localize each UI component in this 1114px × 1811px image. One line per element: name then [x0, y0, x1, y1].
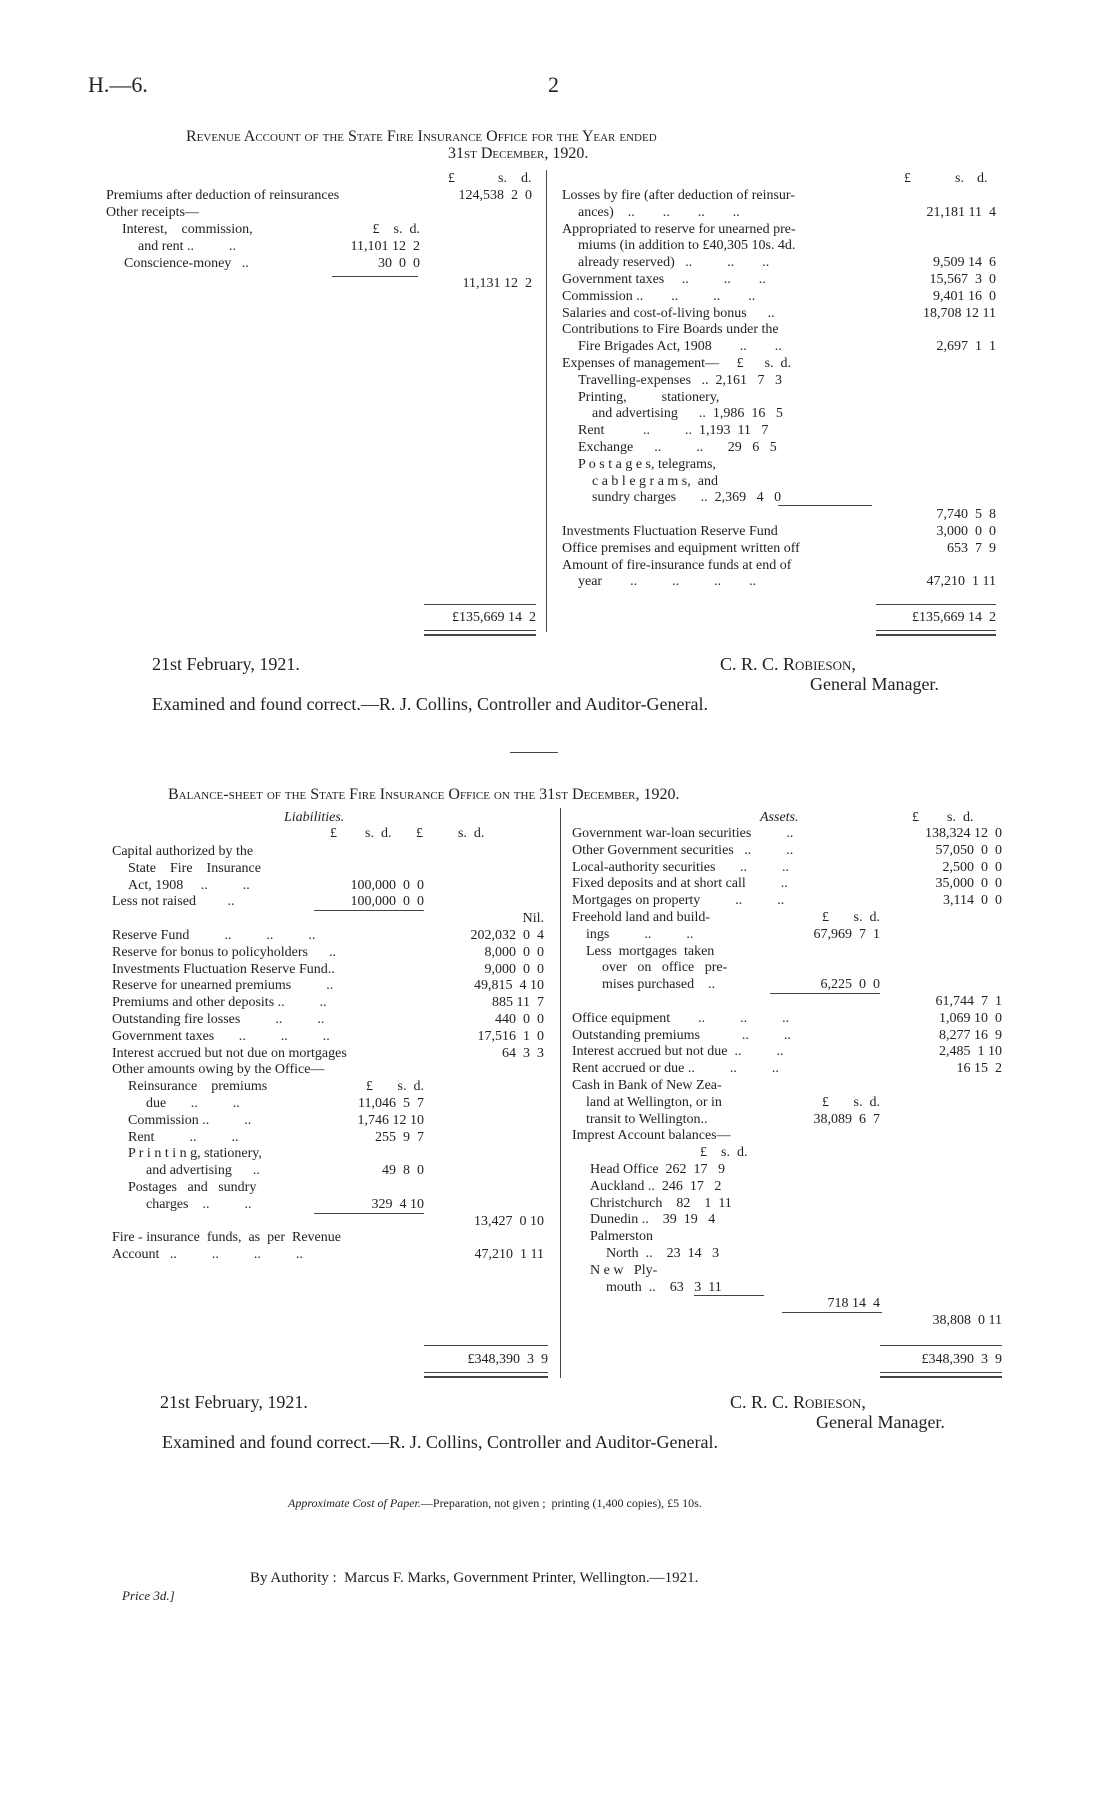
- asset-text: ings .. ..: [586, 926, 694, 942]
- liability-text: Commission .. ..: [128, 1112, 252, 1128]
- asset-text: Office equipment .. .. ..: [572, 1010, 790, 1026]
- revenue-right-text: ances) .. .. .. ..: [578, 204, 740, 220]
- liabilities-total: £348,390 3 9: [467, 1352, 548, 1367]
- asset-amount: 57,050 0 0: [935, 842, 1002, 858]
- liability-text: Reserve for bonus to policyholders ..: [112, 944, 336, 960]
- asset-text: £ s. d.: [700, 1145, 748, 1161]
- revenue-right-text: already reserved) .. .. ..: [578, 255, 770, 271]
- rule: [770, 993, 880, 994]
- double-rule: [876, 630, 996, 636]
- revenue-right-text: Fire Brigades Act, 1908 .. ..: [578, 339, 782, 355]
- revenue-left-subcols: £ s. d.: [372, 222, 420, 237]
- rule: [782, 1312, 882, 1313]
- asset-text: Christchurch 82 1 11: [590, 1195, 732, 1211]
- asset-text: Head Office 262 17 9: [590, 1162, 726, 1177]
- asset-text: Freehold land and build-: [572, 910, 711, 925]
- revenue-right-text: Amount of fire-insurance funds at end of: [562, 557, 792, 573]
- double-rule: [424, 1372, 548, 1378]
- revenue-right-text: miums (in addition to £40,305 10s. 4d.: [578, 238, 796, 254]
- rule: [424, 1345, 548, 1346]
- rule: [332, 276, 418, 277]
- revenue-right-amount: 9,509 14 6: [933, 255, 996, 271]
- revenue-right-col-pound: £: [904, 171, 911, 186]
- cost-text: —Preparation, not given ; printing (1,400 copies), £5 10s.: [420, 1496, 702, 1510]
- page-number: 2: [548, 72, 559, 97]
- asset-text: Interest accrued but not due .. ..: [572, 1044, 784, 1060]
- liability-subamount: 11,046 5 7: [358, 1096, 424, 1111]
- revenue-left-amount: 11,131 12 2: [462, 276, 532, 291]
- revenue-left-text: Other receipts—: [106, 205, 199, 220]
- revenue-right-text: sundry charges .. 2,369 4 0: [592, 490, 782, 506]
- cost-note: [288, 1496, 702, 1511]
- liability-amount: 47,210 1 11: [474, 1247, 544, 1263]
- liability-amount: 17,516 1 0: [477, 1028, 544, 1044]
- asset-amount: 35,000 0 0: [935, 876, 1002, 892]
- asset-amount: 16 15 2: [956, 1061, 1002, 1077]
- liabilities-col-heads: £ s. d. £ s. d.: [330, 826, 485, 841]
- asset-text: Imprest Account balances—: [572, 1128, 731, 1144]
- balance-signatory-title: General Manager.: [816, 1412, 945, 1432]
- revenue-right-text: c a b l e g r a m s, and: [592, 473, 718, 489]
- revenue-signatory-title: General Manager.: [810, 674, 939, 694]
- liability-subamount: £ s. d.: [366, 1079, 424, 1095]
- liability-text: Interest accrued but not due on mortgages: [112, 1045, 347, 1061]
- revenue-right-text: Printing, stationery,: [578, 389, 720, 405]
- asset-text: Local-authority securities .. ..: [572, 859, 789, 875]
- revenue-title-line2: 31st December, 1920.: [448, 145, 589, 162]
- liability-subamount: 329 4 10: [371, 1196, 424, 1212]
- asset-amount: 61,744 7 1: [935, 994, 1002, 1009]
- revenue-left-amount: 124,538 2 0: [458, 188, 532, 203]
- revenue-left-total: £135,669 14 2: [452, 610, 536, 625]
- asset-subamount: 718 14 4: [827, 1296, 880, 1312]
- revenue-date: 21st February, 1921.: [152, 654, 300, 674]
- liability-subamount: 100,000 0 0: [350, 877, 424, 893]
- asset-subamount: 6,225 0 0: [820, 977, 880, 993]
- revenue-right-text: Office premises and equipment written off: [562, 540, 800, 556]
- asset-text: Less mortgages taken: [586, 943, 715, 959]
- revenue-title-line1: Revenue Account of the State Fire Insurance Office for the Year ended: [186, 128, 657, 145]
- revenue-right-text: Losses by fire (after deduction of reinsur-: [562, 188, 795, 203]
- liability-subamount: 1,746 12 10: [357, 1112, 424, 1128]
- liability-amount: 202,032 0 4: [470, 928, 544, 943]
- asset-text: over on office pre-: [602, 960, 728, 976]
- revenue-right-amount: 21,181 11 4: [926, 204, 996, 220]
- authority-line: By Authority : Marcus F. Marks, Government Printer, Wellington.—1921.: [250, 1570, 699, 1586]
- assets-heading: Assets.: [760, 810, 799, 825]
- liability-text: Outstanding fire losses .. ..: [112, 1012, 325, 1027]
- revenue-left-col-s: s.: [498, 171, 507, 186]
- double-rule: [880, 1372, 1002, 1378]
- liability-text: Other amounts owing by the Office—: [112, 1062, 325, 1078]
- liability-subamount: 100,000 0 0: [350, 894, 424, 910]
- rule: [876, 604, 996, 605]
- column-divider: [560, 808, 561, 1378]
- revenue-right-text: Government taxes .. .. ..: [562, 272, 766, 287]
- asset-amount: 1,069 10 0: [939, 1010, 1002, 1026]
- liability-amount: 885 11 7: [492, 995, 544, 1011]
- revenue-right-text: and advertising .. 1,986 16 5: [592, 406, 783, 422]
- liability-text: Fire - insurance funds, as per Revenue: [112, 1230, 341, 1246]
- revenue-right-text: Contributions to Fire Boards under the: [562, 322, 779, 338]
- asset-text: Other Government securities .. ..: [572, 842, 794, 858]
- asset-amount: 8,277 16 9: [939, 1027, 1002, 1043]
- asset-subamount: £ s. d.: [822, 1094, 880, 1110]
- document-reference: H.—6.: [88, 72, 148, 97]
- asset-subamount: 67,969 7 1: [813, 926, 880, 942]
- revenue-right-amount: 7,740 5 8: [936, 507, 996, 523]
- rule: [694, 1295, 764, 1296]
- revenue-right-text: Rent .. .. 1,193 11 7: [578, 423, 769, 439]
- liability-text: P r i n t i n g, stationery,: [128, 1146, 262, 1162]
- revenue-right-amount: 653 7 9: [947, 540, 996, 556]
- revenue-right-amount: 3,000 0 0: [936, 524, 996, 539]
- balance-date: 21st February, 1921.: [160, 1392, 308, 1412]
- revenue-right-total: £135,669 14 2: [912, 610, 996, 625]
- revenue-left-col-d: d.: [521, 171, 532, 186]
- revenue-right-text: Commission .. .. .. ..: [562, 288, 756, 304]
- asset-amount: 138,324 12 0: [925, 826, 1002, 841]
- rule: [424, 604, 536, 605]
- revenue-left-subamount: 30 0 0: [378, 256, 420, 271]
- revenue-right-text: Travelling-expenses .. 2,161 7 3: [578, 372, 783, 388]
- assets-col-heads: £ s. d.: [912, 810, 974, 825]
- liability-text: Reinsurance premiums: [128, 1079, 268, 1095]
- revenue-left-text: and rent .. ..: [138, 239, 236, 254]
- revenue-right-amount: 9,401 16 0: [933, 288, 996, 304]
- revenue-left-col-pound: £: [448, 171, 455, 186]
- asset-text: Fixed deposits and at short call ..: [572, 876, 788, 892]
- liability-text: charges .. ..: [146, 1196, 252, 1212]
- asset-text: transit to Wellington..: [586, 1111, 708, 1127]
- revenue-left-subamount: 11,101 12 2: [350, 239, 420, 254]
- double-rule: [424, 630, 536, 636]
- price-note: Price 3d.]: [122, 1588, 175, 1603]
- asset-text: Rent accrued or due .. .. ..: [572, 1061, 779, 1077]
- revenue-right-text: Investments Fluctuation Reserve Fund: [562, 524, 778, 539]
- liability-text: Government taxes .. .. ..: [112, 1028, 330, 1044]
- revenue-examined: Examined and found correct.—R. J. Collins, Controller and Auditor-General.: [152, 694, 709, 714]
- revenue-left-text: Interest, commission,: [122, 222, 253, 237]
- liability-text: Account .. .. .. ..: [112, 1247, 303, 1263]
- asset-subamount: 38,089 6 7: [813, 1111, 880, 1127]
- revenue-right-text: year .. .. .. ..: [578, 574, 757, 590]
- liability-text: Less not raised ..: [112, 894, 235, 910]
- liability-subamount: 255 9 7: [375, 1129, 424, 1145]
- liability-amount: 64 3 3: [502, 1045, 544, 1061]
- liability-amount: 8,000 0 0: [484, 944, 544, 960]
- asset-amount: 3,114 0 0: [943, 893, 1002, 909]
- revenue-right-amount: 18,708 12 11: [923, 305, 996, 321]
- assets-total: £348,390 3 9: [921, 1352, 1002, 1367]
- asset-text: Cash in Bank of New Zea-: [572, 1078, 722, 1093]
- liability-text: Rent .. ..: [128, 1129, 239, 1145]
- asset-amount: 38,808 0 11: [932, 1313, 1002, 1329]
- liability-text: due .. ..: [146, 1096, 240, 1111]
- liability-amount: 440 0 0: [495, 1012, 544, 1027]
- asset-amount: 2,485 1 10: [939, 1044, 1002, 1060]
- asset-text: land at Wellington, or in: [586, 1094, 722, 1110]
- liability-amount: 49,815 4 10: [474, 978, 544, 994]
- rule: [880, 1345, 1002, 1346]
- balance-signatory: C. R. C. Robieson,: [730, 1392, 866, 1412]
- asset-text: North .. 23 14 3: [606, 1246, 720, 1261]
- asset-text: N e w Ply-: [590, 1262, 658, 1278]
- asset-text: Palmerston: [590, 1229, 653, 1245]
- section-separator: [510, 752, 558, 753]
- balance-examined: Examined and found correct.—R. J. Collins, Controller and Auditor-General.: [162, 1432, 719, 1452]
- revenue-right-text: Appropriated to reserve for unearned pre-: [562, 221, 796, 237]
- liability-text: Postages and sundry: [128, 1180, 257, 1195]
- liabilities-heading: Liabilities.: [284, 810, 345, 825]
- liability-text: State Fire Insurance: [128, 860, 261, 876]
- asset-text: Dunedin .. 39 19 4: [590, 1212, 716, 1228]
- revenue-right-amount: 15,567 3 0: [929, 272, 996, 287]
- asset-text: Mortgages on property .. ..: [572, 893, 785, 909]
- revenue-right-amount: 2,697 1 1: [936, 339, 996, 355]
- revenue-right-text: Exchange .. .. 29 6 5: [578, 440, 777, 455]
- cost-label: Approximate Cost of Paper.: [288, 1496, 421, 1510]
- revenue-right-col-d: d.: [977, 171, 988, 186]
- liability-text: Reserve for unearned premiums ..: [112, 978, 334, 994]
- asset-text: Government war-loan securities ..: [572, 826, 794, 841]
- asset-text: Outstanding premiums .. ..: [572, 1027, 791, 1043]
- revenue-left-text: Premiums after deduction of reinsurances: [106, 188, 340, 203]
- revenue-right-amount: 47,210 1 11: [926, 574, 996, 590]
- liability-text: and advertising ..: [146, 1163, 260, 1179]
- revenue-right-text: P o s t a g e s, telegrams,: [578, 456, 716, 472]
- liability-amount: 13,427 0 10: [474, 1213, 544, 1229]
- revenue-left-text: Conscience-money ..: [124, 256, 249, 271]
- column-divider: [546, 170, 547, 632]
- liability-amount: 9,000 0 0: [484, 961, 544, 977]
- revenue-right-col-s: s.: [955, 171, 964, 186]
- asset-text: Auckland .. 246 17 2: [590, 1178, 722, 1194]
- liability-amount: Nil.: [522, 911, 544, 927]
- revenue-right-text: Expenses of management— £ s. d.: [562, 356, 792, 371]
- liability-subamount: 49 8 0: [382, 1163, 424, 1179]
- asset-text: mouth .. 63 3 11: [606, 1279, 722, 1295]
- liability-text: Reserve Fund .. .. ..: [112, 928, 316, 943]
- liability-text: Act, 1908 .. ..: [128, 877, 250, 893]
- asset-amount: 2,500 0 0: [942, 859, 1002, 875]
- rule: [314, 910, 424, 911]
- liability-text: Premiums and other deposits .. ..: [112, 995, 327, 1011]
- asset-subamount: £ s. d.: [822, 910, 880, 925]
- liability-text: Investments Fluctuation Reserve Fund..: [112, 961, 335, 977]
- asset-text: mises purchased ..: [602, 977, 716, 993]
- revenue-signatory: C. R. C. Robieson,: [720, 654, 856, 674]
- liability-text: Capital authorized by the: [112, 844, 254, 859]
- rule: [314, 1213, 424, 1214]
- balance-title: Balance-sheet of the State Fire Insurance Office on the 31st December, 1920.: [168, 786, 680, 803]
- revenue-right-text: Salaries and cost-of-living bonus ..: [562, 305, 775, 321]
- rule: [778, 505, 872, 506]
